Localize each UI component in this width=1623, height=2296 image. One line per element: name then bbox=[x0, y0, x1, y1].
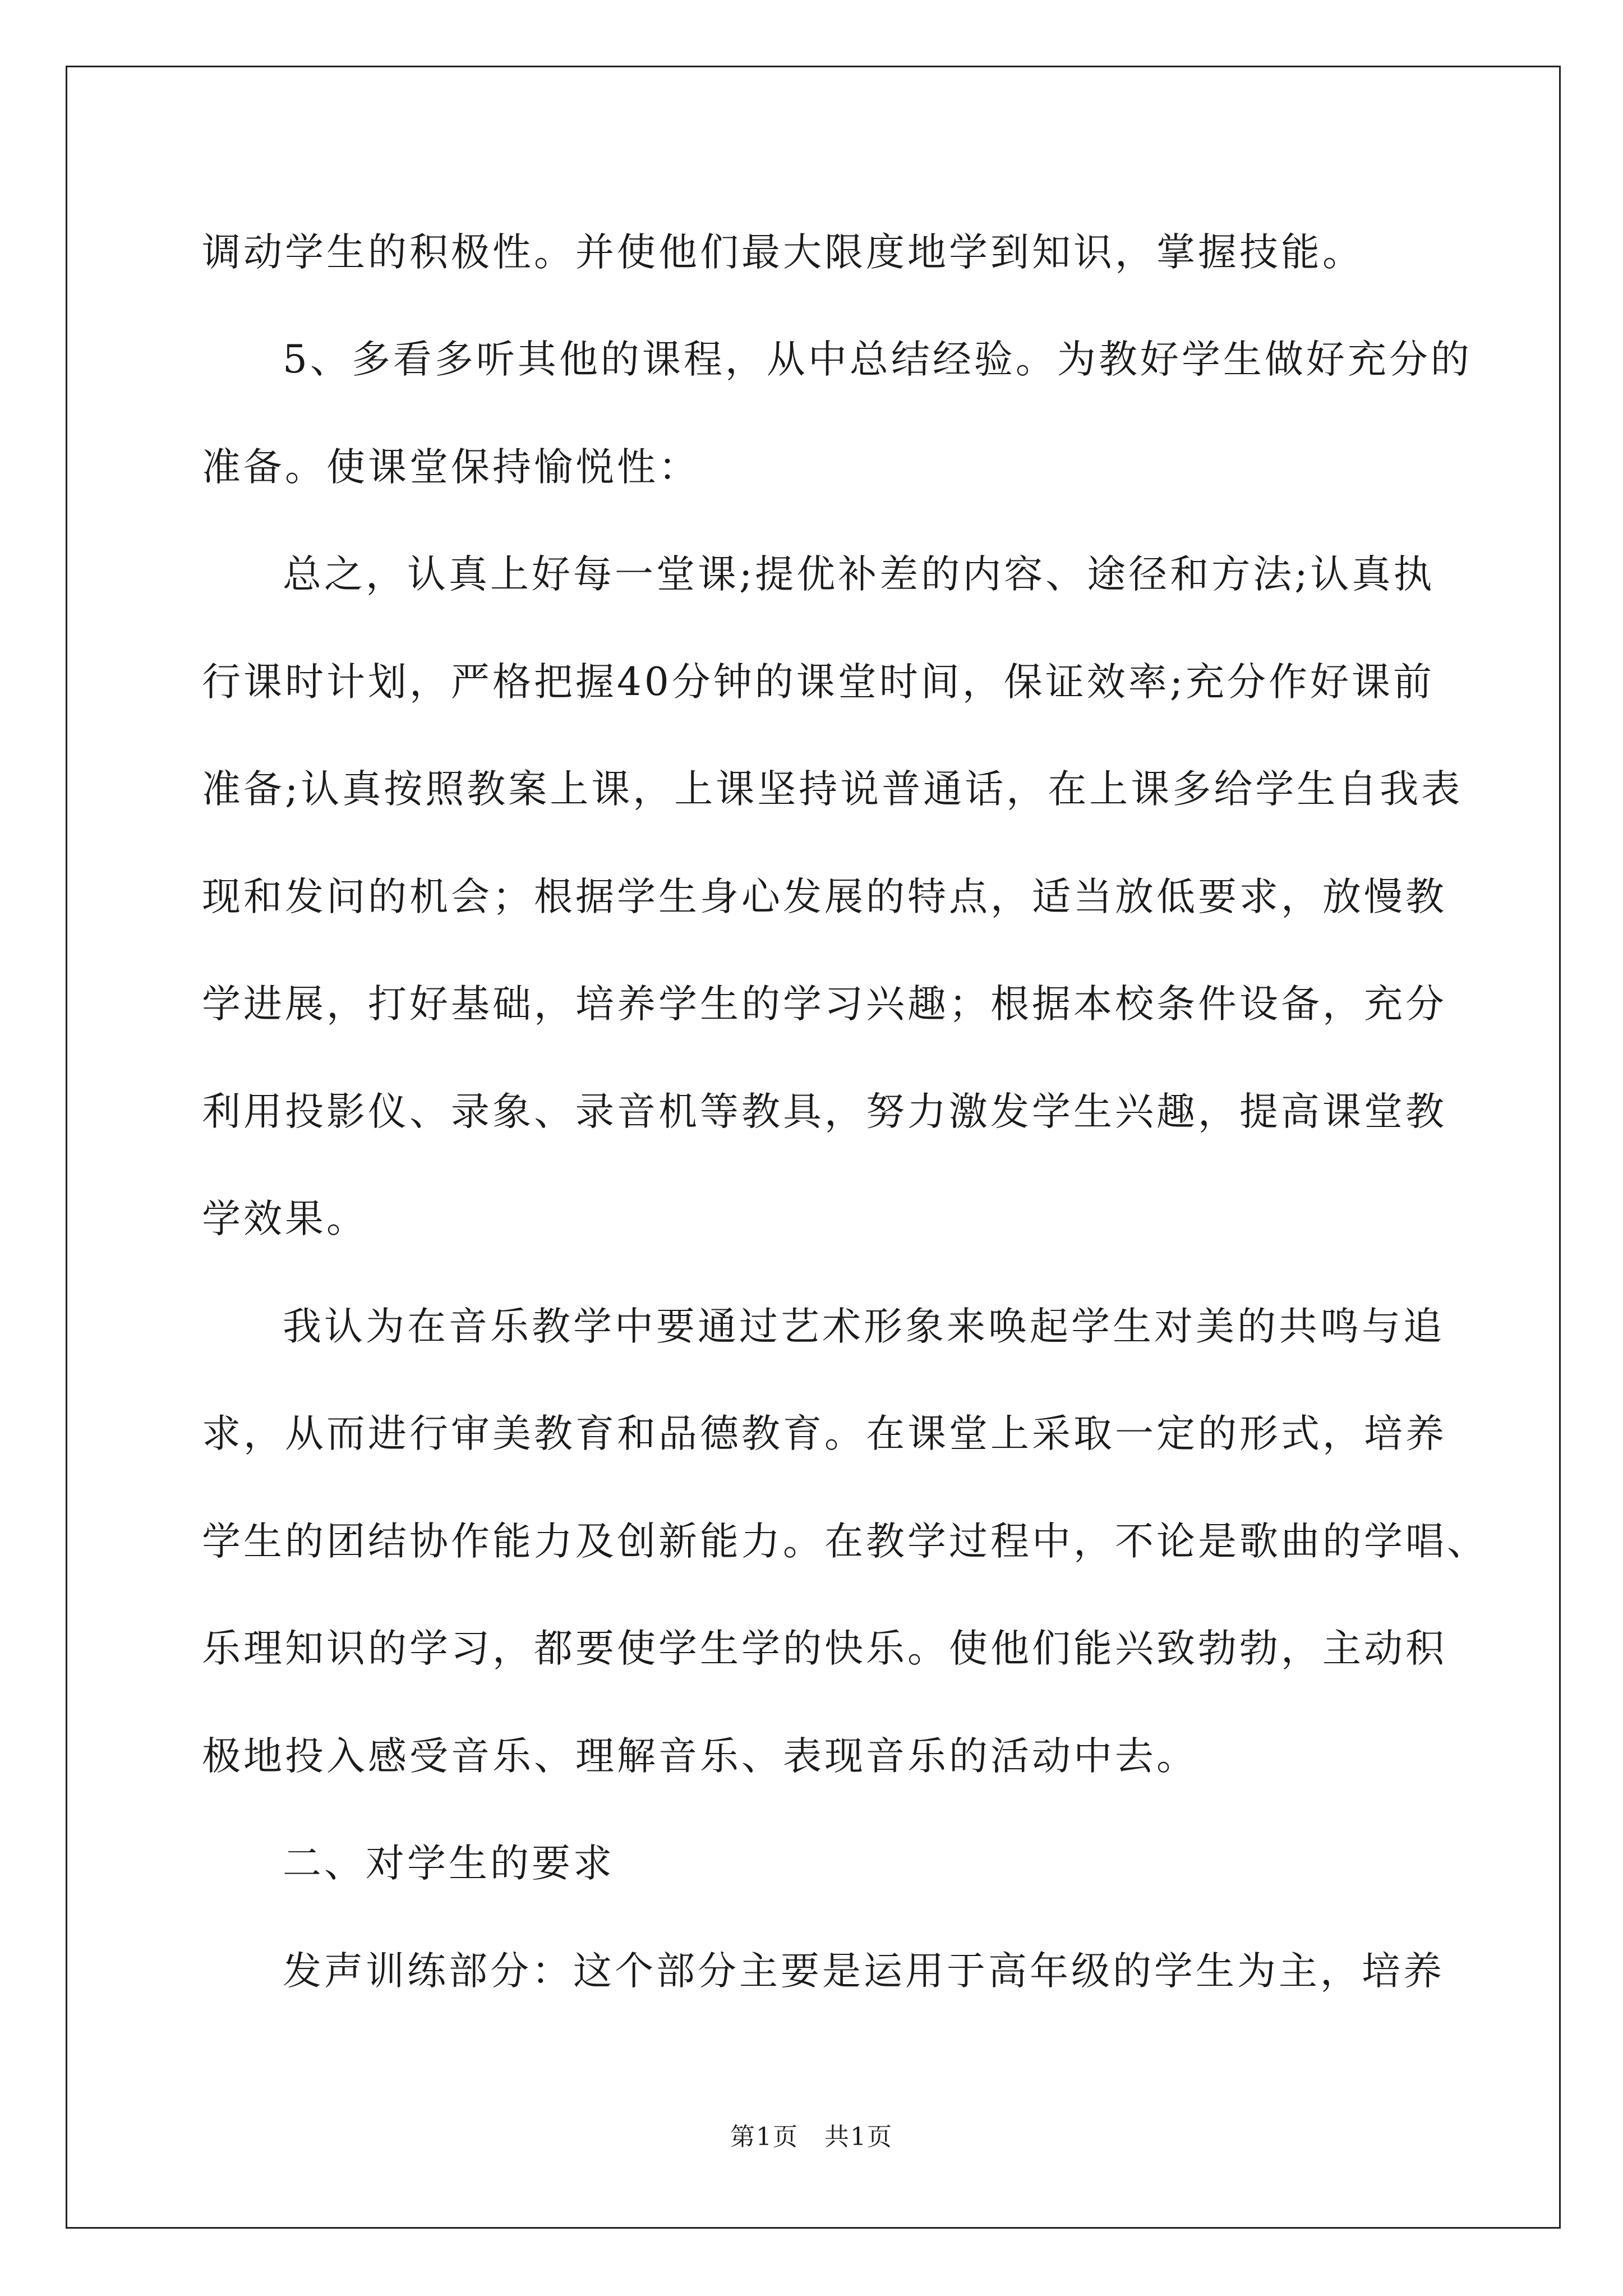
page-footer: 第1页 共1页 bbox=[730, 2123, 893, 2151]
text-line: 总之，认真上好每一堂课;提优补差的内容、途径和方法;认真执 bbox=[283, 552, 1435, 597]
text-line: 学生的团结协作能力及创新能力。在教学过程中，不论是歌曲的学唱、 bbox=[202, 1519, 1488, 1564]
text-line: 现和发问的机会；根据学生身心发展的特点，适当放低要求，放慢教 bbox=[202, 875, 1447, 919]
page-frame bbox=[66, 66, 1561, 2229]
text-line: 准备;认真按照教案上课，上课坚持说普通话，在上课多给学生自我表 bbox=[202, 767, 1463, 812]
text-line: 准备。使课堂保持愉悦性： bbox=[202, 445, 700, 490]
text-line: 学效果。 bbox=[202, 1197, 368, 1241]
text-line: 行课时计划，严格把握40分钟的课堂时间，保证效率;充分作好课前 bbox=[202, 660, 1435, 705]
text-line: 乐理知识的学习，都要使学生学的快乐。使他们能兴致勃勃，主动积 bbox=[202, 1626, 1447, 1671]
text-line: 极地投入感受音乐、理解音乐、表现音乐的活动中去。 bbox=[202, 1734, 1198, 1779]
text-line: 求，从而进行审美教育和品德教育。在课堂上采取一定的形式，培养 bbox=[202, 1411, 1447, 1456]
section-heading: 二、对学生的要求 bbox=[283, 1841, 615, 1886]
text-line: 调动学生的积极性。并使他们最大限度地学到知识，掌握技能。 bbox=[202, 230, 1364, 275]
text-line: 发声训练部分：这个部分主要是运用于高年级的学生为主，培养 bbox=[283, 1949, 1445, 1994]
text-line: 利用投影仪、录象、录音机等教具，努力激发学生兴趣，提高课堂教 bbox=[202, 1089, 1447, 1134]
text-line: 学进展，打好基础，培养学生的学习兴趣；根据本校条件设备，充分 bbox=[202, 982, 1447, 1027]
text-line: 我认为在音乐教学中要通过艺术形象来唤起学生对美的共鸣与追 bbox=[283, 1304, 1445, 1349]
text-line: 5、多看多听其他的课程，从中总结经验。为教好学生做好充分的 bbox=[283, 337, 1472, 382]
